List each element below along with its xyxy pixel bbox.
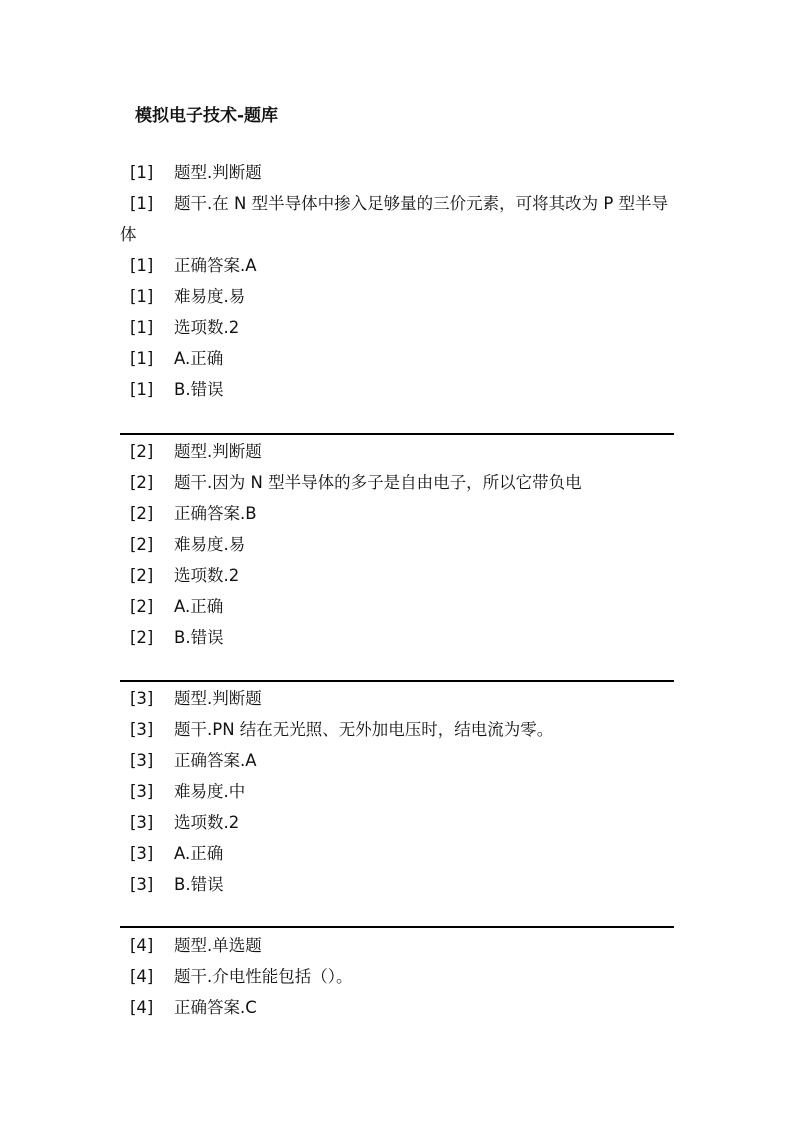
question-option (120, 343, 676, 374)
question-answer (120, 992, 676, 1023)
answer-text: 正确答案.C (174, 998, 257, 1017)
question-option (120, 869, 676, 900)
document-title: 模拟电子技术-题库 (135, 106, 279, 126)
question-answer (120, 498, 676, 529)
option-text: B.错误 (174, 875, 224, 894)
question-answer (120, 250, 676, 281)
question-number: [1] (130, 163, 154, 182)
question-number: [4] (130, 967, 154, 986)
question-number: [1] (130, 349, 154, 368)
difficulty-text: 难易度.易 (174, 287, 246, 306)
question-2 (120, 436, 676, 653)
question-number: [1] (130, 287, 154, 306)
question-number: [3] (130, 751, 154, 770)
question-number: [2] (130, 535, 154, 554)
question-type (120, 683, 676, 714)
question-number: [1] (130, 380, 154, 399)
option-text: B.错误 (174, 628, 224, 647)
type-text: 题型.单选题 (174, 936, 262, 955)
question-number: [2] (130, 566, 154, 585)
question-type (120, 157, 676, 188)
question-number: [1] (130, 318, 154, 337)
question-number: [2] (130, 597, 154, 616)
question-1 (120, 157, 676, 405)
question-type (120, 930, 676, 961)
stem-text: 题干.因为 N 型半导体的多子是自由电子，所以它带负电 (174, 473, 582, 492)
difficulty-text: 难易度.易 (174, 535, 246, 554)
question-number: [3] (130, 782, 154, 801)
question-number: [3] (130, 689, 154, 708)
question-number: [3] (130, 813, 154, 832)
option-text: A.正确 (174, 844, 224, 863)
difficulty-text: 难易度.中 (174, 782, 246, 801)
question-type (120, 436, 676, 467)
question-number: [1] (130, 194, 154, 213)
question-3 (120, 683, 676, 900)
type-text: 题型.判断题 (174, 442, 262, 461)
type-text: 题型.判断题 (174, 163, 262, 182)
option-count-text: 选项数.2 (174, 318, 240, 337)
question-option-count (120, 807, 676, 838)
option-text: A.正确 (174, 349, 224, 368)
question-number: [3] (130, 720, 154, 739)
question-answer (120, 745, 676, 776)
question-difficulty (120, 529, 676, 560)
answer-text: 正确答案.A (174, 256, 257, 275)
answer-text: 正确答案.B (174, 504, 257, 523)
question-option (120, 622, 676, 653)
question-number: [4] (130, 998, 154, 1017)
stem-text: 题干.在 N 型半导体中掺入足够量的三价元素，可将其改为 P 型半导体 (120, 194, 669, 244)
question-number: [1] (130, 256, 154, 275)
question-option (120, 374, 676, 405)
question-number: [4] (130, 936, 154, 955)
separator-rule (120, 680, 674, 682)
question-difficulty (120, 281, 676, 312)
answer-text: 正确答案.A (174, 751, 257, 770)
question-stem (120, 188, 676, 250)
question-option-count (120, 312, 676, 343)
question-stem (120, 467, 676, 498)
question-number: [3] (130, 875, 154, 894)
option-text: B.错误 (174, 380, 224, 399)
question-difficulty (120, 776, 676, 807)
type-text: 题型.判断题 (174, 689, 262, 708)
question-stem (120, 714, 676, 745)
question-option (120, 591, 676, 622)
question-option (120, 838, 676, 869)
option-text: A.正确 (174, 597, 224, 616)
question-4 (120, 930, 676, 1023)
question-option-count (120, 560, 676, 591)
question-number: [2] (130, 473, 154, 492)
stem-text: 题干.介电性能包括（）。 (174, 967, 353, 986)
question-number: [2] (130, 442, 154, 461)
option-count-text: 选项数.2 (174, 813, 240, 832)
question-number: [2] (130, 628, 154, 647)
option-count-text: 选项数.2 (174, 566, 240, 585)
question-number: [3] (130, 844, 154, 863)
separator-rule (120, 926, 674, 928)
separator-rule (120, 433, 674, 435)
question-stem (120, 961, 676, 992)
stem-text: 题干.PN 结在无光照、无外加电压时，结电流为零。 (174, 720, 554, 739)
question-number: [2] (130, 504, 154, 523)
